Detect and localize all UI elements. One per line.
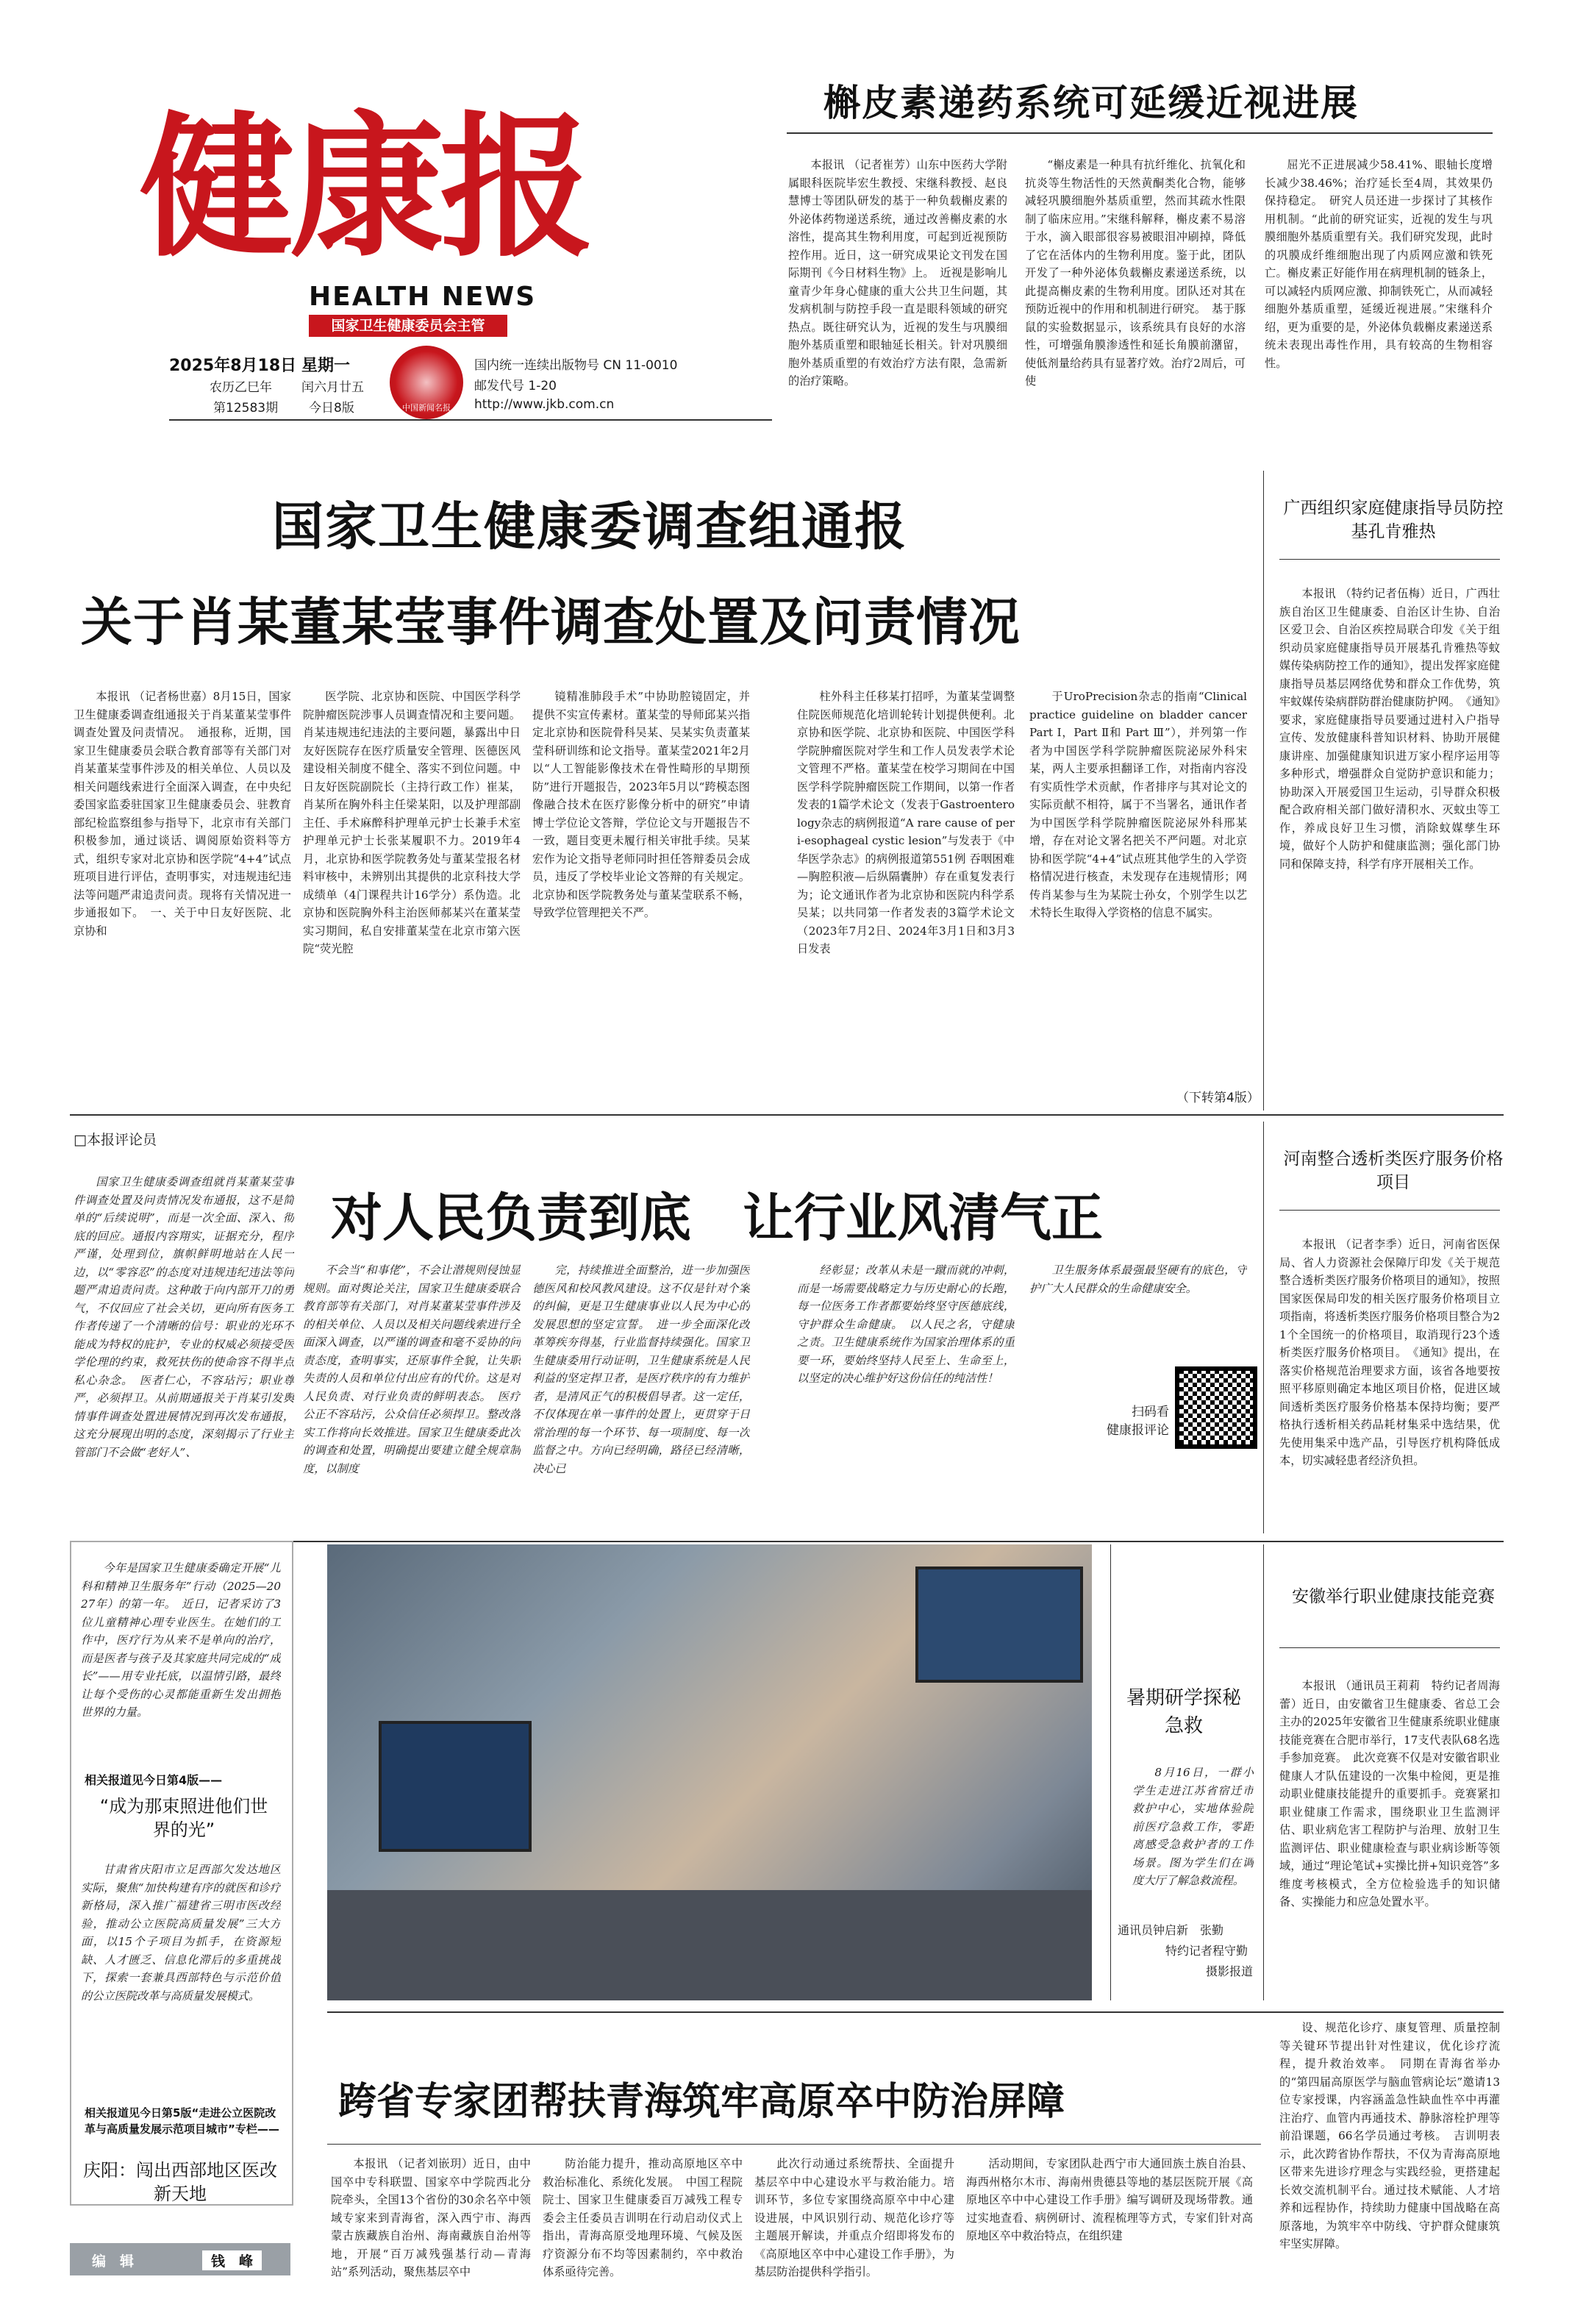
- newspaper-seal: [390, 346, 463, 419]
- qr-code-icon[interactable]: [1175, 1366, 1257, 1449]
- commentary-intro: 国家卫生健康委调查组就肖某董某莹事件调查处置及问责情况发布通报，这不是简单的“后续说明”，而是一次全面、深入、彻底的回应。通报内容翔实，证据充分，程序严谨，处理到位，旗帜鲜明地站在人民一边，以“零容忍”的态度对违规违纪违法等问题严肃追责问责。这种敢于向内部开刀的勇气，不仅回应了社会关切，更向所有医务工作者传递了一个清晰的信号：职业的光环不能成为特权的庇护，专业的权威必须接受医学伦理的约束，救死扶伤的使命容不得半点私心杂念。 医者仁心，不容玷污；职业尊严，必须捍卫。从前期通报关于肖某引发舆情事件调查处置进展情况到再次发布通报，这充分展现出明的态度，深刻揭示了行业主管部门不会做“老好人”、: [74, 1175, 294, 1459]
- masthead-divider: [169, 419, 772, 421]
- masthead-title: 健康报: [140, 96, 590, 278]
- website-url: http://www.jkb.com.cn: [474, 397, 615, 412]
- lead-col5: 于UroPrecision杂志的指南“Clinical practice guideline on bladder cancer Part Ⅰ，Part Ⅱ和 Part Ⅲ”），并列第一作者为中国医学科学院肿瘤医院泌尿外科宋某，两人主要承担翻译工作，对指南内容没有实质性学术贡献，作者排序与其对论文的实际贡献不相符，属于不当署名，通讯作者为中国医学科学院肿瘤医院泌尿外科邢某增，存在对论文署名把关不严问题。对北京协和医学院“4+4”试点班其他学生的入学资格情况进行核查，未发现存在违规情形；网传肖某参与生为某院士孙女，个别学生以艺术特长生取得入学资格的信息不属实。: [1029, 690, 1247, 919]
- sidebar-ref-2: 相关报道见今日第5版“走进公立医院改革与高质量发展示范项目城市”专栏——: [85, 2106, 279, 2136]
- photo-screen-left: [379, 1721, 532, 1852]
- seal-text: 中国新闻名报: [402, 403, 451, 413]
- page-count: 今日8版: [309, 401, 354, 416]
- sidebar-body-2: 甘肃省庆阳市立足西部欠发达地区实际，聚焦“加快构建有序的就医和诊疗新格局，深入推广福建省三明市医改经验，推动公立医院高质量发展”三大方面，以15个子项目为抓手，在资源短缺、人才匮乏、信息化滞后的多重挑战下，探索一套兼具西部特色与示范价值的公立医院改革与高质量发展模式。: [81, 1863, 281, 2003]
- section-divider-1: [70, 1114, 1504, 1116]
- cn-number: 国内统一连续出版物号 CN 11-0010: [474, 358, 678, 373]
- commentary-col5: 卫生服务体系最强最坚硬有的底色，守护广大人民群众的生命健康安全。: [1029, 1263, 1247, 1295]
- henan-body: 本报讯 （记者李季）近日，河南省医保局、省人力资源社会保障厅印发《关于规范整合透析类医疗服务价格项目的通知》，按照国家医保局印发的相关医疗服务价格项目立项指南，将透析类医疗服务价格项目整合为21个全国统一的价格项目，取消现行23个透析类医疗服务价格项目。 《通知》提出，在落实价格规范治理要求方面，该省各地要按照平移原则确定本地区项目价格，促进区域间透析类医疗服务价格基本保持均衡；要严格执行透析相关药品耗材集采中选结果，优先使用集采中选产品，引导医疗机构降低成本，切实减轻患者经济负担。: [1279, 1238, 1500, 1467]
- news-photo: [327, 1544, 1092, 2000]
- bottom-col5: 设、规范化诊疗、康复管理、质量控制等关键环节提出针对性建议，优化诊疗流程，提升救治效率。 同期在青海省举办的“第四届高原医学与脑血管病论坛”邀请13位专家授课，内容涵盖急性缺血性卒中再灌注治疗、血管内再通技术、静脉溶栓护理等前沿课题，66名学员通过考核。 吉训明表示，此次跨省协作帮扶，不仅为青海高原地区带来先进诊疗理念与实践经验，更搭建起长效交流机制平台。通过技术赋能、人才培养和远程协作，持续助力健康中国战略在高原落地，为筑牢卒中防线、守护群众健康筑牢坚实屏障。: [1279, 2021, 1500, 2250]
- commentary-col4: 经彰显；改革从未是一蹴而就的冲刺，而是一场需要战略定力与历史耐心的长跑，每一位医务工作者都要始终坚守医德底线，守护群众生命健康。 以人民之名，守健康之责。卫生健康系统作为国家治理体系的重要一环，要始终坚持人民至上、生命至上，以坚定的决心维护好这份信任的纯洁性！: [797, 1263, 1015, 1385]
- editor-label: 编 辑: [92, 2253, 135, 2270]
- editor-credit-box: [70, 2243, 290, 2275]
- commentary-col2: 不会当“和事佬”，不会让潜规则侵蚀显规则。面对舆论关注，国家卫生健康委联合教育部等有关部门，对肖某董某莹事件涉及的相关单位、人员以及相关问题线索进行全面深入调查，以严谨的调查和毫不妥协的问责态度，查明事实，还原事件全貌，让失职失责的人员和单位付出应有的代价。这是对人民负责、对行业负责的鲜明表态。 医疗公正不容玷污，公众信任必须捍卫。整改落实工作将向长效推进。国家卫生健康委此次的调查和处置，明确提出要建立健全规章制度，以制度: [303, 1263, 521, 1475]
- right-rail-divider: [1263, 471, 1264, 1111]
- commentary-col3: 完，持续推进全面整治，进一步加强医德医风和校风教风建设。这不仅是针对个案的纠偏，更是卫生健康事业以人民为中心的发展思想的坚定宣誓。 进一步全面深化改革筹疾夯得基，行业监督持续强化。国家卫生健康委用行动证明，卫生健康系统是人民利益的坚定捍卫者，是医疗秩序的有力维护者，是清风正气的积极倡导者。这一定任，不仅体现在单一事件的处置上，更贯穿于日常治理的每一个环节、每一项制度、每一次监督之中。方向已经明确，路径已经清晰，决心已: [532, 1263, 750, 1475]
- lead-col4: 柱外科主任移某打招呼，为董某莹调整住院医师规范化培训轮转计划提供便利。北京协和医学院、北京协和医院、中国医学科学院肿瘤医院对学生和工作人员发表学术论文管理不严格。董某莹在校学习期间在中国医学科学院肿瘤医院工作期间，以第一作者发表的1篇学术论文（发表于Gastroenterology杂志的病例报道“A rare cause of peri-esophageal cystic lesion”与发表于《中华医学杂志》的病例报道第551例 吞咽困难—胸腔积液—后纵隔囊肿）存在重复发表行为；论文通讯作者为北京协和医院内科学系吴某；以共同第一作者发表的3篇学术论文（2023年7月2日、2024年3月1日和3月3日发表: [797, 690, 1015, 955]
- bottom-col1: 本报讯 （记者刘嵌玥）近日，由中国卒中专科联盟、国家卒中学院西北分院牵头，全国13个省份的30余名卒中领域专家来到青海省，深入西宁市、海西蒙古族藏族自治州、海南藏族自治州等地，开展“百万减残强基行动—青海站”系列活动，聚焦基层卒中: [331, 2157, 531, 2278]
- bottom-story-headline: 跨省专家团帮扶青海筑牢高原卒中防治屏障: [338, 2080, 1065, 2124]
- qr-label-2: 健康报评论: [1107, 1423, 1169, 1438]
- masthead-sponsor: 国家卫生健康委员会主管: [309, 315, 507, 337]
- masthead-english: HEALTH NEWS: [309, 282, 537, 312]
- issue-date: 2025年8月18日: [169, 357, 297, 375]
- bottom-col2: 防治能力提升，推动高原地区卒中救治标准化、系统化发展。 中国工程院院士、国家卫生健康委百万减残工程专委会主任委员吉训明在行动启动仪式上指出，青海高原受地理环境、气候及医疗资源分布不均等因素制约，卒中救治体系亟待完善。: [543, 2157, 743, 2278]
- lead-col3: 镜精准肺段手术”中协助腔镜固定，并提供不实宣传素材。董某莹的导师邱某兴指定北京协和医院骨科吴某、吴某实负责董某莹科研训练和论文指导。董某莹2021年2月以“人工智能影像技术在骨性畸形的早期预防”进行开题报告，2023年5月以“跨模态图像融合技术在医疗影像分析中的研究”申请博士学位论文答辩，学位论文与开题报告不一致，题目变更未履行相关审批手续。吴某宏作为论文指导老师同时担任答辩委员会成员，违反了学校毕业论文答辩的有关规定。北京协和医学院教务处与董某莹联系不畅，导致学位管理把关不严。: [532, 690, 750, 919]
- lead-col2: 医学院、北京协和医院、中国医学科学院肿瘤医院涉事人员调查情况和主要问题。肖某违规违纪违法的主要问题，暴露出中日友好医院存在医疗质量安全管理、医德医风建设相关制度不健全、落实不到位问题。中日友好医院副院长（主持行政工作）崔某，肖某所在胸外科主任梁某阳，以及护理部副主任、手术麻醉科护理单元护士长兼手术室护理单元护士长张某履职不力。2019年4月，北京协和医学院教务处与董某莹报名材料审核中，未辨别出其提供的北京科技大学成绩单（4门课程共计16学分）系伪造。北京协和医院胸外科主治医师郝某兴在董某莹实习期间，私自安排董某莹在北京市第六医院“荧光腔: [303, 690, 521, 955]
- lead-col1: 本报讯 （记者杨世嘉）8月15日，国家卫生健康委调查组通报关于肖某董某莹事件调查处置及问责情况。 通报称，近期，国家卫生健康委员会联合教育部等有关部门对肖某董某莹事件涉及的相关单位、人员以及相关问题线索进行全面深入调查，在中央纪委国家监委驻国家卫生健康委员会、驻教育部纪检监察组参与指导下，北京市有关部门积极参加，通过谈话、调阅原始资料等方式，组织专家对北京协和医学院“4+4”试点班项目进行评估，查明事实，对违规违纪违法等问题严肃追责问责。现将有关情况进一步通报如下。 一、关于中日友好医院、北京协和: [74, 690, 291, 938]
- right-rail-divider-3: [1263, 1544, 1264, 2000]
- photo-caption-divider: [1110, 1544, 1111, 2000]
- top-story-col3: 屈光不正进展减少58.41%、眼轴长度增长减少38.46%；治疗延长至4周，其效果仍保持稳定。 研究人员还进一步探讨了其核作用机制。“此前的研究证实，近视的发生与巩膜细胞外基质重塑有关。我们研究发现，此时的巩膜成纤维细胞出现了内质网应激和铁死亡。槲皮素正好能作用在病理机制的链条上，可以减轻内质网应激、抑制铁死亡，从而减轻细胞外基质重塑，延缓近视进展。”宋继科介绍，更为重要的是，外泌体负载槲皮素递送系统未表现出毒性作用，具有较高的生物相容性。: [1265, 158, 1493, 370]
- lead-headline-line1: 国家卫生健康委调查组通报: [272, 496, 907, 557]
- bottom-col4: 活动期间，专家团队赴西宁市大通回族土族自治县、海西州格尔木市、海南州贵德县等地的基层医院开展《高原地区卒中中心建设工作手册》编写调研及现场带教。通过实地查看、病例研讨、流程梳理等方式，专家们针对高原地区卒中救治特点，在组织建: [966, 2157, 1253, 2242]
- lunar-day: 闰六月廿五: [301, 380, 364, 395]
- guangxi-divider: [1279, 559, 1500, 560]
- top-story-headline: 槲皮素递药系统可延缓近视进展: [823, 82, 1359, 124]
- section-divider-3: [327, 2011, 1504, 2013]
- henan-divider: [1279, 1210, 1500, 1211]
- photo-credit-1: 通讯员钟启新 张勤: [1118, 1923, 1224, 1937]
- issue-number: 第12583期: [213, 401, 279, 416]
- qr-label-1: 扫码看: [1132, 1405, 1169, 1419]
- guangxi-headline: 广西组织家庭健康指导员防控基孔肯雅热: [1283, 499, 1504, 541]
- photo-desk: [327, 1890, 1092, 2000]
- bottom-story-divider: [327, 2144, 1261, 2145]
- top-story-col2: “槲皮素是一种具有抗纤维化、抗氧化和抗炎等生物活性的天然黄酮类化合物，能够减轻巩膜细胞外基质重塑，然而其疏水性限制了临床应用。”宋继科解释，槲皮素不易溶于水，滴入眼部很容易被眼泪冲刷掉，降低了它在活体内的生物利用度。鉴于此，团队开发了一种外泌体负载槲皮素递送系统，以此提高槲皮素的生物利用度。团队还对其在预防近视中的作用和机制进行研究。 基于豚鼠的实验数据显示，该系统具有良好的水溶性，可增强角膜渗透性和延长角膜前潴留，使低剂量给药具有显著疗效。治疗2周后，可使: [1025, 158, 1246, 388]
- issue-weekday: 星期一: [301, 357, 351, 375]
- lead-headline-line2: 关于肖某董某莹事件调查处置及问责情况: [81, 592, 1021, 652]
- commentary-headline: 对人民负责到底 让行业风清气正: [331, 1188, 1103, 1248]
- top-story-divider: [787, 132, 1493, 134]
- sidebar-title-2: 庆阳：闯出西部地区医改新天地: [83, 2160, 277, 2204]
- guangxi-body: 本报讯 （特约记者伍梅）近日，广西壮族自治区卫生健康委、自治区计生协、自治区爱卫会、自治区疾控局联合印发《关于组织动员家庭健康指导员开展基孔肯雅热等蚊媒传染病防控工作的通知》，提出发挥家庭健康指导员基层网络优势和群众工作优势，筑牢蚊媒传染病群防群治健康防护网。 《通知》要求，家庭健康指导员要通过进村入户指导宣传、发放健康科普知识材料、协助开展健康讲座、加强健康知识进万家小程序运用等多种形式，增强群众自觉防护意识和能力；协助深入开展爱国卫生运动，引导群众积极配合政府相关部门做好清积水、灭蚊虫等工作，养成良好卫生习惯，消除蚊媒孳生环境，做好个人防护和健康监测；强化部门协同和保障支持，科学有序开展相关工作。: [1279, 587, 1500, 871]
- right-rail-divider-2: [1263, 1122, 1264, 1533]
- anhui-body: 本报讯 （通讯员王莉莉 特约记者周海蕾）近日，由安徽省卫生健康委、省总工会主办的2025年安徽省卫生健康系统职业健康技能竞赛在合肥市举行，17支代表队68名选手参加竞赛。 此次竞赛不仅是对安徽省职业健康人才队伍建设的一次集中检阅，更是推动职业健康技能提升的重要抓手。竞赛紧扣职业健康工作需求，围绕职业卫生监测评估、职业病危害工程防护与治理、放射卫生监测评估、职业健康检查与职业病诊断等领域，通过“理论笔试+实操比拼+知识竞答”多维度考核模式，全方位检验选手的知识储备、实操能力和应急处置水平。: [1279, 1679, 1500, 1908]
- photo-credit-2: 特约记者程守勤: [1165, 1944, 1248, 1958]
- photo-credit-3: 摄影报道: [1206, 1964, 1254, 1978]
- bottom-col3: 此次行动通过系统帮扶、全面提升基层卒中中心建设水平与救治能力。培训环节，多位专家围绕高原卒中中心建设进展，中风识别行动、规范化诊疗等主题展开解读，并重点介绍即将发布的《高原地区卒中中心建设工作手册》，为基层防治提供科学指引。: [754, 2157, 954, 2278]
- lunar-year: 农历乙巳年: [210, 380, 272, 395]
- anhui-headline: 安徽举行职业健康技能竞赛: [1292, 1587, 1495, 1606]
- top-story-col1: 本报讯 （记者崔芳）山东中医药大学附属眼科医院毕宏生教授、宋继科教授、赵良慧博士等团队研发的基于一种负载槲皮素的外泌体药物递送系统，通过改善槲皮素的水溶性，提高其生物利用度，可起到近视预防控作用。近日，这一研究成果论文刊发在国际期刊《今日材料生物》上。 近视是影响儿童青少年身心健康的重大公共卫生问题，其发病机制与防控手段一直是眼科领域的研究热点。既往研究认为，近视的发生与巩膜细胞外基质重塑和眼轴延长相关。针对巩膜细胞外基质重塑的有效治疗方法有限，急需新的治疗策略。: [788, 158, 1007, 388]
- sidebar-title-1: “成为那束照进他们世界的光”: [99, 1796, 268, 1840]
- photo-screen-right: [915, 1566, 1083, 1683]
- sidebar-intro: 今年是国家卫生健康委确定开展“儿科和精神卫生服务年”行动（2025—2027年）的第一年。 近日，记者采访了3位儿童精神心理专业医生。在她们的工作中，医疗行为从来不是单向的治疗，而是医者与孩子及其家庭共同完成的“成长”——用专业托底，以温情引路，最终让每个受伤的心灵都能重新生发出拥抱世界的力量。: [81, 1561, 281, 1719]
- lead-continued-link[interactable]: （下转第4版）: [1176, 1091, 1260, 1105]
- photo-headline: 暑期研学探秘急救: [1126, 1687, 1241, 1737]
- postal-code: 邮发代号 1-20: [474, 379, 557, 393]
- editor-name: 钱 峰: [202, 2250, 262, 2270]
- henan-headline: 河南整合透析类医疗服务价格项目: [1283, 1149, 1504, 1192]
- commentary-tag: □本报评论员: [74, 1132, 157, 1148]
- anhui-divider: [1279, 1647, 1500, 1648]
- sidebar-ref-1: 相关报道见今日第4版——: [85, 1773, 223, 1787]
- photo-caption: 8月16日，一群小学生走进江苏省宿迁市救护中心，实地体验院前医疗急救工作，零距离感受急救护者的工作场景。图为学生们在调度大厅了解急救流程。: [1132, 1766, 1254, 1887]
